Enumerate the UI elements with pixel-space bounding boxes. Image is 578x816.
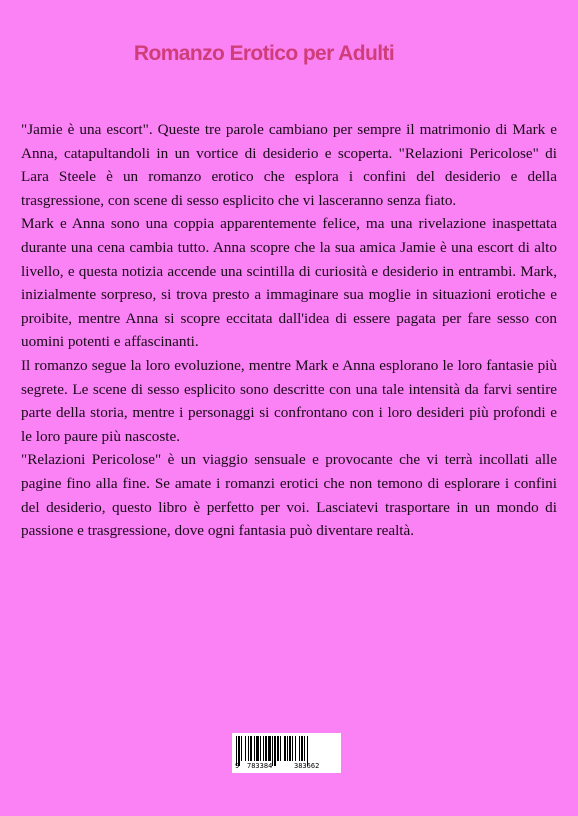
barcode-bar [250, 736, 252, 761]
barcode-bar [299, 736, 300, 761]
barcode-bar [241, 736, 242, 761]
barcode-bar [280, 736, 281, 761]
barcode-bar [301, 736, 303, 761]
barcode-bar [277, 736, 279, 761]
barcode-bar [265, 736, 267, 761]
barcode-bar [256, 736, 259, 761]
blurb-paragraph: Mark e Anna sono una coppia apparentemente felice, ma una rivelazione inaspettata durante una cena cambia tutto. Anna scopre che la sua amica Jamie è una escort di alto livello, e questa notizia accende una scintilla di curiosità e desiderio in entrambi. Mark, inizialmente sorpreso, si trova presto a immaginare sua moglie in situazioni erotiche e proibite, mentre Anna si scopre eccitata dall'idea di essere pagata per fare sesso con uomini potenti e affascinanti. [21, 215, 557, 351]
isbn-barcode [232, 733, 341, 773]
barcode-bar [248, 736, 249, 761]
barcode-bar [295, 736, 296, 761]
barcode-bar [263, 736, 264, 761]
barcode-bar [245, 736, 246, 761]
cover-tagline: Romanzo Erotico per Adulti [133, 42, 395, 65]
blurb-paragraph: "Jamie è una escort". Queste tre parole cambiano per sempre il matrimonio di Mark e Anna, catapultandoli in un vortice di desiderio e scoperta. "Relazioni Pericolose" di Lara Steele è un romanzo erotico che esplora i confini del desiderio e della trasgressione, con scene di sesso esplicito che vi lasceranno senza fiato. [21, 121, 557, 209]
barcode-digits-left: 783384 [247, 762, 273, 770]
barcode-bar [284, 736, 286, 761]
barcode-bar [268, 736, 271, 761]
blurb-paragraph: Il romanzo segue la loro evoluzione, mentre Mark e Anna esplorano le loro fantasie più segrete. Le scene di sesso esplicito sono descritte con una tale intensità da farvi sentire parte della storia, mentre i personaggi si confrontano con i loro desideri più profondi e le loro paure più nascoste. [21, 356, 557, 445]
barcode-bar [292, 736, 293, 761]
blurb-paragraph: "Relazioni Pericolose" è un viaggio sensuale e provocante che vi terrà incollati alle pagine fino alla fine. Se amate i romanzi erotici che non temono di esplorare i confini del desiderio, questo libro è perfetto per voi. Lasciatevi trasportare in un mondo di passione e trasgressione, dove ogni fantasia può diventare realtà. [21, 451, 557, 540]
barcode-digits-right: 383662 [294, 762, 320, 770]
barcode-bar [287, 736, 288, 761]
barcode-bar [272, 736, 273, 766]
barcode-bar [254, 736, 255, 761]
barcode-lead-digit: 9 [235, 762, 240, 770]
back-cover-blurb [21, 118, 557, 543]
barcode-bar [304, 736, 305, 761]
barcode-bar [274, 736, 276, 766]
barcode-bar [260, 736, 261, 761]
barcode-bar [289, 736, 291, 761]
